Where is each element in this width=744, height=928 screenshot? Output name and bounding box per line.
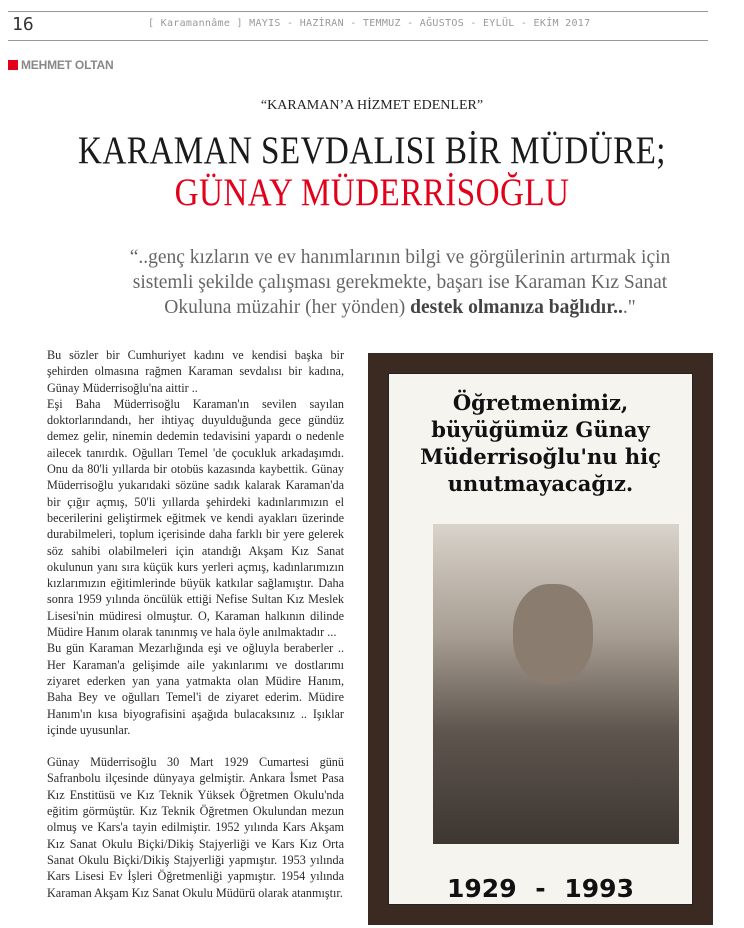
pull-quote: [120, 245, 680, 320]
header-rule-top: [8, 11, 708, 12]
paragraph: Bu gün Karaman Mezarlığında eşi ve oğluyla beraberler .. Her Karaman'a gelişimde aile yakınlarımı ve dostlarımı ziyaret ederken yan yana yatmakta olan Müdire Hanım, Baha Bey ve oğulları Temel'i de ziyaret ederim. Müdire Hanım'ın kısa biyografisini aşağıda bulacaksınız .. Işıklar içinde uyusunlar.: [47, 641, 344, 737]
paragraph: Günay Müderrisoğlu 30 Mart 1929 Cumartesi günü Safranbolu ilçesinde dünyaya gelmiştir. Ankara İsmet Pasa Kız Enstitüsü ve Kız Teknik Yüksek Öğretmen Okulu'nda eğitim görmüştür. Kız Teknik Öğretmen Okulundan mezun olmuş ve Kars'a tayin edilmiştir. 1952 yılında Kars Akşam Kız Sanat Okulu Biçki/Dikiş Stajyerliği ve Kars Kız Orta Sanat Okulu Biçki/Dikiş Stajyerliği yapmıştır. 1953 yılında Kars Lisesi Ev İşleri Öğretmenliği yapmıştır. 1954 yılında Karaman Akşam Kız Sanat Okulu Müdürü olarak atanmıştır.: [47, 755, 344, 900]
red-square-marker: [8, 60, 18, 70]
card-years: 1929 - 1993: [447, 874, 634, 903]
card-caption: Öğretmenimiz, büyüğümüz Günay Müderrisoğlu'nu hiç unutmayacağız.: [420, 390, 661, 496]
author-byline: [8, 58, 113, 72]
memorial-card: [388, 373, 693, 905]
page-number: 16: [12, 14, 34, 35]
paragraph: Eşi Baha Müderrisoğlu Karaman'ın sevilen sayılan doktorlarındandı, her ihtiyaç duyulduğunda gece gündüz demez gelir, ninemin dedemin tedavisini yapardı o nedenle ailecek tanırdık. Oğulları Temel 'de çocukluk arkadaşımdı. Onu da 80'li yıllarda bir otobüs kazasında kaybettik. Günay Müderrisoğlu yukarıdaki sözüne sadık kalarak Karaman'da bir çığır açmış, 50'li yıllarda şehirdeki kadınlarımızın el becerilerini geliştirmek eğitmek ve kendi ayakları üzerinde durabilmeleri, toplum içerisinde daha farklı bir yere gelerek söz sahibi olabilmeleri için atandığı Akşam Kız Sanat okulunun yanı sıra küçük kurs yerleri açmış, kadınlarımızın kızlarımızın eğitimlerinde büyük katkılar sağlamıştır. Daha sonra 1959 yılında öncülük ettiği Nefise Sultan Kız Meslek Lisesi'nin müdiresi olmuştur. O, Karaman halkının dilinde Müdire Hanım olarak tanınmış ve hala öyle anılmaktadır ...: [47, 396, 344, 640]
header-rule-bottom: [8, 40, 708, 41]
article-body: [47, 347, 344, 901]
portrait-photo: [433, 524, 679, 844]
quote-text: “..genç kızların ve ev hanımlarının bilgi ve görgülerinin artırmak için sistemli şekilde çalışması gerekmekte, başarı ise Karaman Kız Sanat Okuluna müzahir (her yönden): [129, 247, 671, 318]
memorial-photo-frame: [368, 353, 713, 925]
portrait-face: [513, 584, 593, 684]
paragraph: Bu sözler bir Cumhuriyet kadını ve kendisi başka bir şehirden olmasına rağmen Karaman sevdalısı bir kadına, Günay Müderrisoğlu'na aittir ..: [47, 348, 344, 395]
headline-line2: GÜNAY MÜDERRİSOĞLU: [174, 171, 570, 214]
quote-bold: destek olmanıza bağlıdır..: [410, 297, 623, 318]
author-name: MEHMET OLTAN: [21, 58, 114, 72]
headline-line1: KARAMAN SEVDALISI BİR MÜDÜRE;: [78, 129, 666, 172]
quote-end: .": [622, 297, 636, 318]
running-head: [ Karamannâme ] MAYIS - HAZİRAN - TEMMUZ - AĞUSTOS - EYLÜL - EKİM 2017: [148, 18, 591, 29]
kicker: “KARAMAN’A HİZMET EDENLER”: [260, 98, 484, 113]
